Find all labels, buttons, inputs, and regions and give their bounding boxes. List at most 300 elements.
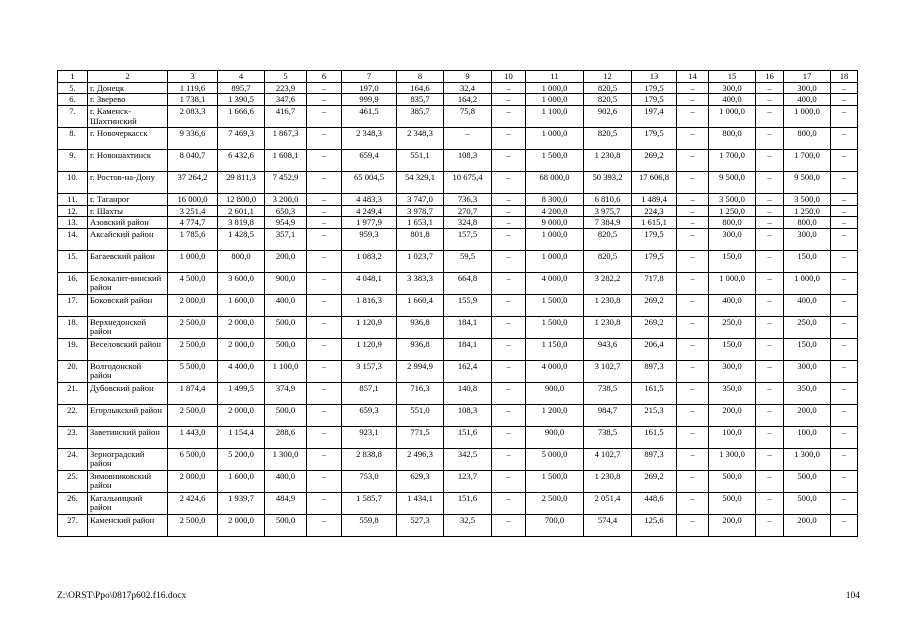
value-cell: – bbox=[677, 492, 709, 514]
table-row bbox=[58, 228, 858, 250]
value-cell: 2 000,0 bbox=[168, 294, 218, 316]
value-cell: 7 469,3 bbox=[218, 127, 265, 149]
value-cell: – bbox=[492, 514, 526, 536]
value-cell: 800,0 bbox=[784, 217, 831, 229]
value-cell: 1 500,0 bbox=[526, 294, 584, 316]
value-cell: – bbox=[307, 404, 342, 426]
value-cell: 2 348,3 bbox=[397, 127, 444, 149]
value-cell: 197,4 bbox=[632, 105, 677, 127]
value-cell: 3 200,0 bbox=[265, 193, 307, 205]
value-cell: – bbox=[756, 149, 784, 171]
header-cell: 13 bbox=[632, 71, 677, 83]
value-cell: 820,5 bbox=[584, 94, 632, 106]
value-cell: 342,5 bbox=[444, 448, 492, 470]
value-cell: 151,6 bbox=[444, 426, 492, 448]
value-cell: – bbox=[307, 149, 342, 171]
value-cell: 6 432,6 bbox=[218, 149, 265, 171]
value-cell: – bbox=[307, 171, 342, 193]
header-cell: 18 bbox=[831, 71, 858, 83]
table-row bbox=[58, 382, 858, 404]
value-cell: 1 000,0 bbox=[526, 82, 584, 94]
territory-name-cell: Зимовниковский район bbox=[88, 470, 168, 492]
value-cell: 347,6 bbox=[265, 94, 307, 106]
value-cell: – bbox=[307, 426, 342, 448]
value-cell: 4 200,0 bbox=[526, 205, 584, 217]
value-cell: 984,7 bbox=[584, 404, 632, 426]
value-cell: – bbox=[307, 492, 342, 514]
value-cell: 179,5 bbox=[632, 250, 677, 272]
value-cell: – bbox=[307, 514, 342, 536]
header-cell: 9 bbox=[444, 71, 492, 83]
value-cell: 1 000,0 bbox=[526, 94, 584, 106]
value-cell: – bbox=[677, 82, 709, 94]
value-cell: 943,6 bbox=[584, 338, 632, 360]
territory-name-cell: г. Новошахтинск bbox=[88, 149, 168, 171]
row-number-cell: 27. bbox=[58, 514, 88, 536]
value-cell: – bbox=[831, 127, 858, 149]
value-cell: – bbox=[831, 205, 858, 217]
row-number-cell: 25. bbox=[58, 470, 88, 492]
table-row bbox=[58, 205, 858, 217]
value-cell: – bbox=[756, 338, 784, 360]
value-cell: 936,8 bbox=[397, 338, 444, 360]
value-cell: 484,9 bbox=[265, 492, 307, 514]
value-cell: – bbox=[307, 338, 342, 360]
value-cell: 125,6 bbox=[632, 514, 677, 536]
value-cell: – bbox=[492, 250, 526, 272]
value-cell: 16 000,0 bbox=[168, 193, 218, 205]
value-cell: – bbox=[831, 149, 858, 171]
data-table bbox=[57, 70, 858, 537]
territory-name-cell: Егорлыкский район bbox=[88, 404, 168, 426]
territory-name-cell: Кагальницкий район bbox=[88, 492, 168, 514]
value-cell: 140,8 bbox=[444, 382, 492, 404]
value-cell: 738,5 bbox=[584, 382, 632, 404]
value-cell: 659,4 bbox=[342, 149, 397, 171]
value-cell: 9 500,0 bbox=[784, 171, 831, 193]
value-cell: 300,0 bbox=[784, 82, 831, 94]
value-cell: 835,7 bbox=[397, 94, 444, 106]
value-cell: 1 608,1 bbox=[265, 149, 307, 171]
value-cell: – bbox=[677, 514, 709, 536]
row-number-cell: 13. bbox=[58, 217, 88, 229]
row-number-cell: 20. bbox=[58, 360, 88, 382]
row-number-cell: 18. bbox=[58, 316, 88, 338]
value-cell: – bbox=[307, 360, 342, 382]
row-number-cell: 5. bbox=[58, 82, 88, 94]
value-cell: – bbox=[831, 228, 858, 250]
value-cell: – bbox=[677, 294, 709, 316]
value-cell: – bbox=[756, 205, 784, 217]
value-cell: – bbox=[307, 316, 342, 338]
value-cell: 164,6 bbox=[397, 82, 444, 94]
value-cell: 269,2 bbox=[632, 316, 677, 338]
value-cell: 150,0 bbox=[709, 338, 756, 360]
value-cell: 300,0 bbox=[709, 82, 756, 94]
footer-file-path: Z:\ORST\Ppo\0817p602.f16.docx bbox=[57, 591, 187, 601]
value-cell: 1 977,9 bbox=[342, 217, 397, 229]
value-cell: 820,5 bbox=[584, 228, 632, 250]
value-cell: 2 500,0 bbox=[168, 338, 218, 360]
value-cell: 897,3 bbox=[632, 360, 677, 382]
value-cell: 500,0 bbox=[265, 316, 307, 338]
value-cell: 500,0 bbox=[709, 470, 756, 492]
footer-page-number: 104 bbox=[845, 591, 860, 601]
value-cell: 150,0 bbox=[784, 250, 831, 272]
value-cell: – bbox=[756, 470, 784, 492]
value-cell: 50 393,2 bbox=[584, 171, 632, 193]
value-cell: – bbox=[492, 105, 526, 127]
value-cell: 1 023,7 bbox=[397, 250, 444, 272]
value-cell: 736,3 bbox=[444, 193, 492, 205]
header-cell: 10 bbox=[492, 71, 526, 83]
value-cell: 1 939,7 bbox=[218, 492, 265, 514]
value-cell: – bbox=[492, 448, 526, 470]
value-cell: 300,0 bbox=[784, 360, 831, 382]
value-cell: 923,1 bbox=[342, 426, 397, 448]
value-cell: 1 500,0 bbox=[526, 316, 584, 338]
value-cell: 17 606,8 bbox=[632, 171, 677, 193]
value-cell: – bbox=[756, 404, 784, 426]
value-cell: 1 500,0 bbox=[526, 470, 584, 492]
value-cell: 150,0 bbox=[709, 250, 756, 272]
value-cell: 2 601,1 bbox=[218, 205, 265, 217]
value-cell: – bbox=[831, 193, 858, 205]
row-number-cell: 7. bbox=[58, 105, 88, 127]
value-cell: 108,3 bbox=[444, 149, 492, 171]
value-cell: 448,6 bbox=[632, 492, 677, 514]
value-cell: 4 400,0 bbox=[218, 360, 265, 382]
value-cell: 820,5 bbox=[584, 250, 632, 272]
value-cell: – bbox=[677, 149, 709, 171]
value-cell: 3 500,0 bbox=[784, 193, 831, 205]
value-cell: 900,0 bbox=[265, 272, 307, 294]
value-cell: 65 004,5 bbox=[342, 171, 397, 193]
value-cell: 1 816,3 bbox=[342, 294, 397, 316]
row-number-cell: 9. bbox=[58, 149, 88, 171]
value-cell: – bbox=[677, 105, 709, 127]
value-cell: 374,9 bbox=[265, 382, 307, 404]
value-cell: – bbox=[307, 448, 342, 470]
value-cell: 68 000,0 bbox=[526, 171, 584, 193]
value-cell: 100,0 bbox=[784, 426, 831, 448]
value-cell: – bbox=[756, 316, 784, 338]
value-cell: – bbox=[492, 149, 526, 171]
value-cell: 1 000,0 bbox=[526, 250, 584, 272]
value-cell: 300,0 bbox=[709, 228, 756, 250]
value-cell: – bbox=[492, 94, 526, 106]
value-cell: 2 000,0 bbox=[218, 316, 265, 338]
value-cell: – bbox=[756, 294, 784, 316]
header-cell: 6 bbox=[307, 71, 342, 83]
value-cell: 500,0 bbox=[784, 470, 831, 492]
value-cell: 223,9 bbox=[265, 82, 307, 94]
value-cell: – bbox=[677, 426, 709, 448]
value-cell: 164,2 bbox=[444, 94, 492, 106]
value-cell: – bbox=[756, 105, 784, 127]
value-cell: 895,7 bbox=[218, 82, 265, 94]
value-cell: 3 978,7 bbox=[397, 205, 444, 217]
value-cell: 324,8 bbox=[444, 217, 492, 229]
value-cell: 1 499,5 bbox=[218, 382, 265, 404]
table-row bbox=[58, 404, 858, 426]
value-cell: 738,5 bbox=[584, 426, 632, 448]
value-cell: – bbox=[307, 94, 342, 106]
value-cell: 300,0 bbox=[784, 228, 831, 250]
value-cell: 551,0 bbox=[397, 404, 444, 426]
value-cell: 270,7 bbox=[444, 205, 492, 217]
row-number-cell: 24. bbox=[58, 448, 88, 470]
value-cell: 8 040,7 bbox=[168, 149, 218, 171]
value-cell: – bbox=[677, 228, 709, 250]
value-cell: 400,0 bbox=[709, 294, 756, 316]
value-cell: 559,8 bbox=[342, 514, 397, 536]
value-cell: – bbox=[492, 272, 526, 294]
value-cell: 179,5 bbox=[632, 127, 677, 149]
value-cell: – bbox=[831, 105, 858, 127]
table-row bbox=[58, 360, 858, 382]
header-row bbox=[58, 71, 858, 83]
value-cell: 9 336,6 bbox=[168, 127, 218, 149]
value-cell: – bbox=[756, 94, 784, 106]
value-cell: 7 452,9 bbox=[265, 171, 307, 193]
value-cell: 1 600,0 bbox=[218, 470, 265, 492]
value-cell: – bbox=[831, 171, 858, 193]
value-cell: – bbox=[492, 338, 526, 360]
value-cell: – bbox=[492, 193, 526, 205]
value-cell: – bbox=[492, 294, 526, 316]
value-cell: – bbox=[756, 514, 784, 536]
value-cell: 2 838,8 bbox=[342, 448, 397, 470]
value-cell: 179,5 bbox=[632, 82, 677, 94]
value-cell: – bbox=[492, 360, 526, 382]
value-cell: – bbox=[677, 338, 709, 360]
value-cell: 1 585,7 bbox=[342, 492, 397, 514]
value-cell: – bbox=[831, 82, 858, 94]
value-cell: – bbox=[756, 82, 784, 94]
value-cell: – bbox=[756, 426, 784, 448]
table-row bbox=[58, 272, 858, 294]
territory-name-cell: Боковский район bbox=[88, 294, 168, 316]
value-cell: – bbox=[492, 171, 526, 193]
value-cell: 200,0 bbox=[709, 514, 756, 536]
value-cell: 123,7 bbox=[444, 470, 492, 492]
value-cell: 4 000,0 bbox=[526, 272, 584, 294]
value-cell: – bbox=[756, 492, 784, 514]
value-cell: 999,9 bbox=[342, 94, 397, 106]
value-cell: 2 424,6 bbox=[168, 492, 218, 514]
territory-name-cell: Белокалит-винский район bbox=[88, 272, 168, 294]
value-cell: – bbox=[831, 250, 858, 272]
row-number-cell: 12. bbox=[58, 205, 88, 217]
value-cell: 5 500,0 bbox=[168, 360, 218, 382]
value-cell: 75,8 bbox=[444, 105, 492, 127]
value-cell: 801,8 bbox=[397, 228, 444, 250]
value-cell: – bbox=[307, 470, 342, 492]
value-cell: 269,2 bbox=[632, 470, 677, 492]
header-cell: 3 bbox=[168, 71, 218, 83]
value-cell: – bbox=[307, 205, 342, 217]
value-cell: 1 250,0 bbox=[784, 205, 831, 217]
value-cell: – bbox=[492, 217, 526, 229]
value-cell: – bbox=[831, 360, 858, 382]
value-cell: – bbox=[831, 382, 858, 404]
value-cell: 1 120,9 bbox=[342, 316, 397, 338]
value-cell: – bbox=[492, 82, 526, 94]
value-cell: 500,0 bbox=[265, 338, 307, 360]
value-cell: 527,3 bbox=[397, 514, 444, 536]
value-cell: 151,6 bbox=[444, 492, 492, 514]
value-cell: 400,0 bbox=[265, 294, 307, 316]
value-cell: 197,0 bbox=[342, 82, 397, 94]
territory-name-cell: г. Каменск-Шахтинский bbox=[88, 105, 168, 127]
value-cell: 4 102,7 bbox=[584, 448, 632, 470]
value-cell: – bbox=[492, 426, 526, 448]
value-cell: 8 300,0 bbox=[526, 193, 584, 205]
value-cell: 500,0 bbox=[265, 404, 307, 426]
value-cell: 3 102,7 bbox=[584, 360, 632, 382]
value-cell: 150,0 bbox=[784, 338, 831, 360]
value-cell: 800,0 bbox=[709, 217, 756, 229]
value-cell: – bbox=[677, 404, 709, 426]
value-cell: 1 230,8 bbox=[584, 316, 632, 338]
value-cell: 350,0 bbox=[784, 382, 831, 404]
value-cell: 157,5 bbox=[444, 228, 492, 250]
header-cell: 11 bbox=[526, 71, 584, 83]
value-cell: 461,5 bbox=[342, 105, 397, 127]
value-cell: 2 083,3 bbox=[168, 105, 218, 127]
header-cell: 4 bbox=[218, 71, 265, 83]
value-cell: 200,0 bbox=[784, 514, 831, 536]
territory-name-cell: г. Шахты bbox=[88, 205, 168, 217]
value-cell: 7 384,9 bbox=[584, 217, 632, 229]
value-cell: 1 660,4 bbox=[397, 294, 444, 316]
value-cell: 1 615,1 bbox=[632, 217, 677, 229]
value-cell: 659,3 bbox=[342, 404, 397, 426]
value-cell: 6 500,0 bbox=[168, 448, 218, 470]
territory-name-cell: г. Зверево bbox=[88, 94, 168, 106]
value-cell: 224,3 bbox=[632, 205, 677, 217]
territory-name-cell: Аксайский район bbox=[88, 228, 168, 250]
value-cell: 357,1 bbox=[265, 228, 307, 250]
value-cell: – bbox=[756, 382, 784, 404]
value-cell: 4 500,0 bbox=[168, 272, 218, 294]
territory-name-cell: Зерноградский район bbox=[88, 448, 168, 470]
value-cell: 1 000,0 bbox=[784, 272, 831, 294]
table-row bbox=[58, 193, 858, 205]
value-cell: 2 500,0 bbox=[168, 514, 218, 536]
value-cell: 3 975,7 bbox=[584, 205, 632, 217]
value-cell: 4 000,0 bbox=[526, 360, 584, 382]
value-cell: 4 483,3 bbox=[342, 193, 397, 205]
value-cell: – bbox=[492, 205, 526, 217]
value-cell: 664,8 bbox=[444, 272, 492, 294]
value-cell: – bbox=[677, 127, 709, 149]
value-cell: – bbox=[307, 127, 342, 149]
value-cell: 3 600,0 bbox=[218, 272, 265, 294]
row-number-cell: 15. bbox=[58, 250, 88, 272]
value-cell: – bbox=[831, 217, 858, 229]
table-row bbox=[58, 294, 858, 316]
value-cell: 2 000,0 bbox=[168, 470, 218, 492]
value-cell: 857,1 bbox=[342, 382, 397, 404]
value-cell: 700,0 bbox=[526, 514, 584, 536]
table-row bbox=[58, 514, 858, 536]
value-cell: – bbox=[756, 272, 784, 294]
header-cell: 17 bbox=[784, 71, 831, 83]
value-cell: 250,0 bbox=[709, 316, 756, 338]
table-row bbox=[58, 94, 858, 106]
value-cell: 1 300,0 bbox=[265, 448, 307, 470]
value-cell: 650,3 bbox=[265, 205, 307, 217]
value-cell: 1 000,0 bbox=[526, 127, 584, 149]
value-cell: 1 200,0 bbox=[526, 404, 584, 426]
table-row bbox=[58, 149, 858, 171]
territory-name-cell: Азовский район bbox=[88, 217, 168, 229]
value-cell: 1 700,0 bbox=[784, 149, 831, 171]
value-cell: 162,4 bbox=[444, 360, 492, 382]
header-cell: 8 bbox=[397, 71, 444, 83]
value-cell: 2 500,0 bbox=[526, 492, 584, 514]
value-cell: – bbox=[831, 514, 858, 536]
value-cell: 300,0 bbox=[709, 360, 756, 382]
table-row bbox=[58, 250, 858, 272]
value-cell: 1 434,1 bbox=[397, 492, 444, 514]
value-cell: 32,4 bbox=[444, 82, 492, 94]
value-cell: 385,7 bbox=[397, 105, 444, 127]
value-cell: 3 282,2 bbox=[584, 272, 632, 294]
value-cell: 500,0 bbox=[709, 492, 756, 514]
value-cell: 161,5 bbox=[632, 382, 677, 404]
value-cell: 59,5 bbox=[444, 250, 492, 272]
value-cell: 800,0 bbox=[218, 250, 265, 272]
value-cell: – bbox=[677, 193, 709, 205]
value-cell: 1 653,1 bbox=[397, 217, 444, 229]
value-cell: 1 000,0 bbox=[526, 228, 584, 250]
value-cell: – bbox=[677, 250, 709, 272]
territory-name-cell: Дубовский район bbox=[88, 382, 168, 404]
value-cell: – bbox=[307, 193, 342, 205]
value-cell: – bbox=[831, 470, 858, 492]
value-cell: 1 874,4 bbox=[168, 382, 218, 404]
territory-name-cell: г. Новочеркасск bbox=[88, 127, 168, 149]
value-cell: 215,3 bbox=[632, 404, 677, 426]
value-cell: 1 154,4 bbox=[218, 426, 265, 448]
value-cell: – bbox=[307, 250, 342, 272]
value-cell: 1 000,0 bbox=[709, 272, 756, 294]
value-cell: 4 249,4 bbox=[342, 205, 397, 217]
value-cell: 2 000,0 bbox=[218, 338, 265, 360]
value-cell: – bbox=[677, 205, 709, 217]
territory-name-cell: Заветинский район bbox=[88, 426, 168, 448]
value-cell: – bbox=[492, 470, 526, 492]
value-cell: 1 785,6 bbox=[168, 228, 218, 250]
value-cell: – bbox=[756, 217, 784, 229]
value-cell: 2 000,0 bbox=[218, 404, 265, 426]
value-cell: 3 251,4 bbox=[168, 205, 218, 217]
territory-name-cell: г. Таганрог bbox=[88, 193, 168, 205]
value-cell: – bbox=[831, 316, 858, 338]
value-cell: 1 230,8 bbox=[584, 470, 632, 492]
value-cell: – bbox=[677, 382, 709, 404]
value-cell: 1 150,0 bbox=[526, 338, 584, 360]
value-cell: 1 700,0 bbox=[709, 149, 756, 171]
row-number-cell: 21. bbox=[58, 382, 88, 404]
value-cell: 500,0 bbox=[784, 492, 831, 514]
territory-name-cell: г. Ростов-на-Дону bbox=[88, 171, 168, 193]
value-cell: 32,5 bbox=[444, 514, 492, 536]
row-number-cell: 16. bbox=[58, 272, 88, 294]
